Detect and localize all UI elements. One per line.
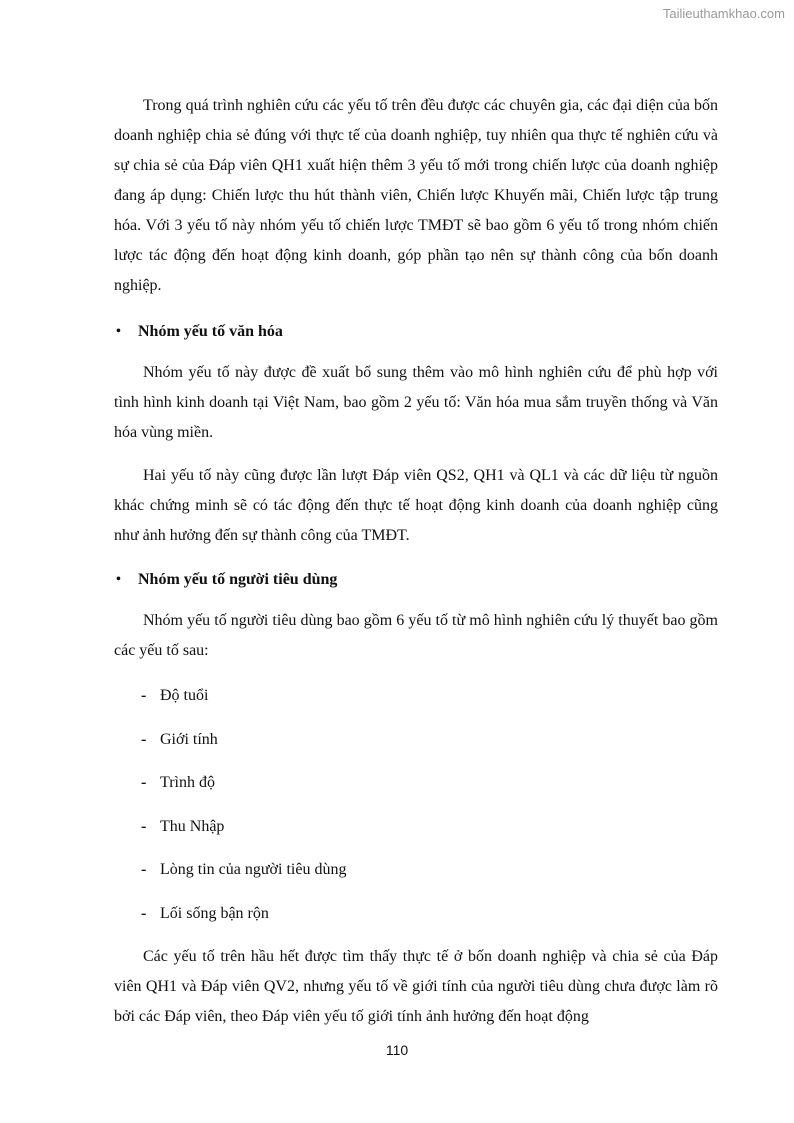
- list-item: [141, 768, 718, 798]
- dash-icon: -: [141, 904, 147, 922]
- heading-culture-group: [116, 317, 718, 347]
- list-item-text: Trình độ: [160, 774, 215, 791]
- heading-consumer-group: [116, 565, 718, 595]
- paragraph-culture-2: Hai yếu tố này cũng được lần lượt Đáp viên QS2, QH1 và QL1 và các dữ liệu từ nguồn khác chứng minh sẽ có tác động đến thực tế hoạt động kinh doanh của doanh nghiệp cũng như ảnh hưởng đến sự thành công của TMĐT.: [114, 467, 718, 544]
- page-body: [114, 91, 718, 1032]
- page-number: 110: [385, 1042, 409, 1058]
- list-item-text: Giới tính: [160, 730, 218, 748]
- list-item: [141, 855, 718, 885]
- paragraph-culture-1: Nhóm yếu tố này được đề xuất bổ sung thêm vào mô hình nghiên cứu để phù hợp với tình hình kinh doanh tại Việt Nam, bao gồm 2 yếu tố: Văn hóa mua sắm truyền thống và Văn hóa vùng miền.: [114, 364, 718, 441]
- list-item: [141, 725, 718, 755]
- heading-consumer-text: Nhóm yếu tố người tiêu dùng: [138, 571, 338, 588]
- dash-icon: -: [141, 774, 147, 791]
- paragraph-consumer: Nhóm yếu tố người tiêu dùng bao gồm 6 yếu tố từ mô hình nghiên cứu lý thuyết bao gồm các yếu tố sau:: [114, 612, 718, 659]
- watermark: Tailieuthamkhao.com: [662, 6, 785, 21]
- list-item: [141, 899, 718, 929]
- dash-icon: -: [141, 730, 147, 748]
- heading-culture-text: Nhóm yếu tố văn hóa: [138, 323, 283, 340]
- list-item-text: Thu Nhập: [160, 817, 225, 835]
- consumer-factor-list: [114, 681, 718, 929]
- list-item-text: Lối sống bận rộn: [160, 904, 269, 922]
- paragraph-strategy: Trong quá trình nghiên cứu các yếu tố trên đều được các chuyên gia, các đại diện của bốn doanh nghiệp chia sẻ đúng với thực tế của doanh nghiệp, tuy nhiên qua thực tế nghiên cứu và sự chia sẻ của Đáp viên QH1 xuất hiện thêm 3 yếu tố mới trong chiến lược của doanh nghiệp đang áp dụng: Chiến lược thu hút thành viên, Chiến lược Khuyến mãi, Chiến lược tập trung hóa. Với 3 yếu tố này nhóm yếu tố chiến lược TMĐT sẽ bao gồm 6 yếu tố trong nhóm chiến lược tác động đến hoạt động kinh doanh, góp phần tạo nên sự thành công của bốn doanh nghiệp.: [114, 97, 718, 294]
- dash-icon: -: [141, 817, 147, 835]
- bullet-icon: •: [116, 324, 121, 339]
- dash-icon: -: [141, 687, 147, 704]
- list-item-text: Độ tuổi: [160, 687, 209, 704]
- list-item-text: Lòng tin của người tiêu dùng: [160, 861, 347, 878]
- paragraph-final: Các yếu tố trên hầu hết được tìm thấy thực tế ở bốn doanh nghiệp và chia sẻ của Đáp viên QH1 và Đáp viên QV2, nhưng yếu tố về giới tính của người tiêu dùng chưa được làm rõ bởi các Đáp viên, theo Đáp viên yếu tố giới tính ảnh hưởng đến hoạt động: [114, 948, 718, 1025]
- dash-icon: -: [141, 861, 147, 878]
- bullet-icon: •: [116, 572, 121, 587]
- list-item: [141, 812, 718, 842]
- list-item: [141, 681, 718, 711]
